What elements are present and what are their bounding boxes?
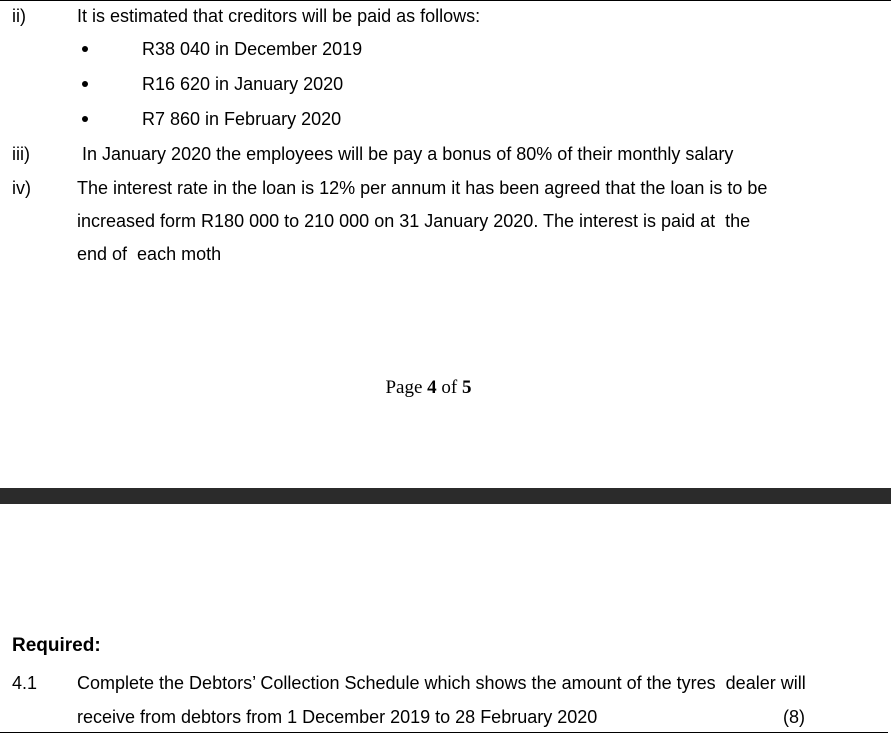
item-marker-iii: iii)	[12, 144, 30, 164]
question-line-1: Complete the Debtors’ Collection Schedule which shows the amount of the tyres dealer will	[77, 673, 806, 693]
top-border-line	[0, 0, 891, 1]
item-ii-text: It is estimated that creditors will be paid as follows:	[77, 6, 481, 26]
bottom-border-line	[0, 732, 888, 733]
of-word: of	[441, 377, 458, 398]
page-separator-bar	[0, 488, 891, 504]
item-marker-ii: ii)	[12, 6, 26, 26]
current-page-number: 4	[427, 377, 437, 398]
question-number: 4.1	[12, 673, 38, 693]
item-iii-text: In January 2020 the employees will be pay a bonus of 80% of their monthly salary	[77, 144, 734, 164]
bullet-icon	[82, 81, 88, 87]
item-iv-line-3: end of each moth	[77, 244, 222, 264]
item-marker-iv: iv)	[12, 178, 31, 198]
bullet-icon	[82, 46, 88, 52]
item-iv-line-2: increased form R180 000 to 210 000 on 31 January 2020. The interest is paid at the	[77, 211, 751, 231]
total-page-count: 5	[462, 377, 472, 398]
creditor-payment-3: R7 860 in February 2020	[142, 109, 342, 129]
page-number-footer	[0, 376, 857, 400]
page-word: Page	[385, 377, 423, 398]
creditor-payment-1: R38 040 in December 2019	[142, 39, 363, 59]
question-marks: (8)	[783, 707, 805, 727]
required-heading: Required:	[12, 635, 101, 656]
question-line-2: receive from debtors from 1 December 2019 to 28 February 2020	[77, 707, 598, 727]
bullet-icon	[82, 116, 88, 122]
creditor-payment-2: R16 620 in January 2020	[142, 74, 344, 94]
item-iv-line-1: The interest rate in the loan is 12% per annum it has been agreed that the loan is to be	[77, 178, 768, 198]
